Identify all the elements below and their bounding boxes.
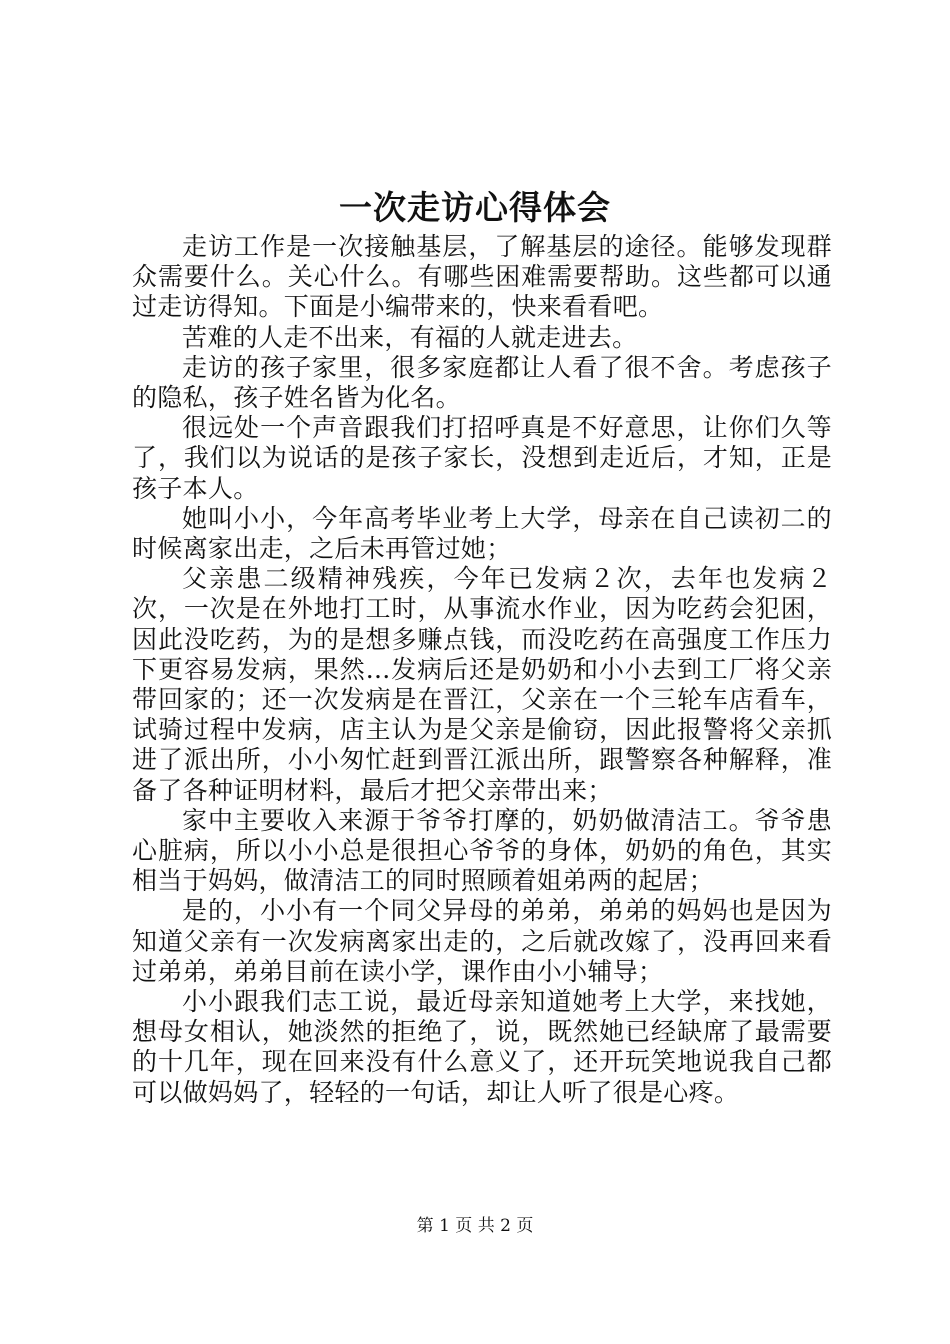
page-footer: 第 1 页 共 2 页 <box>416 1216 534 1236</box>
paragraph-3: 走访的孩子家里，很多家庭都让人看了很不舍。考虑孩子的隐私，孩子姓名皆为化名。 <box>132 352 832 413</box>
page-title: 一次走访心得体会 <box>339 188 611 227</box>
paragraph-7: 家中主要收入来源于爷爷打摩的，奶奶做清洁工。爷爷患心脏病，所以小小总是很担心爷爷的身体，奶奶的角色，其实相当于妈妈，做清洁工的同时照顾着姐弟两的起居； <box>132 805 832 896</box>
paragraph-2: 苦难的人走不出来，有福的人就走进去。 <box>182 322 638 352</box>
paragraph-6: 父亲患二级精神残疾，今年已发病２次，去年也发病２次，一次是在外地打工时，从事流水作业，因为吃药会犯困，因此没吃药，为的是想多赚点钱，而没吃药在高强度工作压力下更容易发病，果然...发病后还是奶奶和小小去到工厂将父亲带回家的；还一次发病是在晋江，父亲在一个三轮车店看车，试骑过程中发病，店主认为是父亲是偷窃，因此报警将父亲抓进了派出所，小小匆忙赶到晋江派出所，跟警察各种解释，准备了各种证明材料，最后才把父亲带出来； <box>132 564 832 805</box>
paragraph-4: 很远处一个声音跟我们打招呼真是不好意思，让你们久等了，我们以为说话的是孩子家长，没想到走近后，才知，正是孩子本人。 <box>132 413 832 503</box>
paragraph-8: 是的，小小有一个同父异母的弟弟，弟弟的妈妈也是因为知道父亲有一次发病离家出走的，之后就改嫁了，没再回来看过弟弟，弟弟目前在读小学，课作由小小辅导； <box>132 896 832 986</box>
document-body <box>132 232 832 1108</box>
paragraph-5: 她叫小小，今年高考毕业考上大学，母亲在自己读初二的时候离家出走，之后未再管过她； <box>132 503 832 564</box>
paragraph-9: 小小跟我们志工说，最近母亲知道她考上大学，来找她，想母女相认，她淡然的拒绝了，说，既然她已经缺席了最需要的十几年，现在回来没有什么意义了，还开玩笑地说我自己都可以做妈妈了，轻轻的一句话，却让人听了很是心疼。 <box>132 987 832 1107</box>
paragraph-1: 走访工作是一次接触基层，了解基层的途径。能够发现群众需要什么。关心什么。有哪些困难需要帮助。这些都可以通过走访得知。下面是小编带来的，快来看看吧。 <box>132 232 832 322</box>
